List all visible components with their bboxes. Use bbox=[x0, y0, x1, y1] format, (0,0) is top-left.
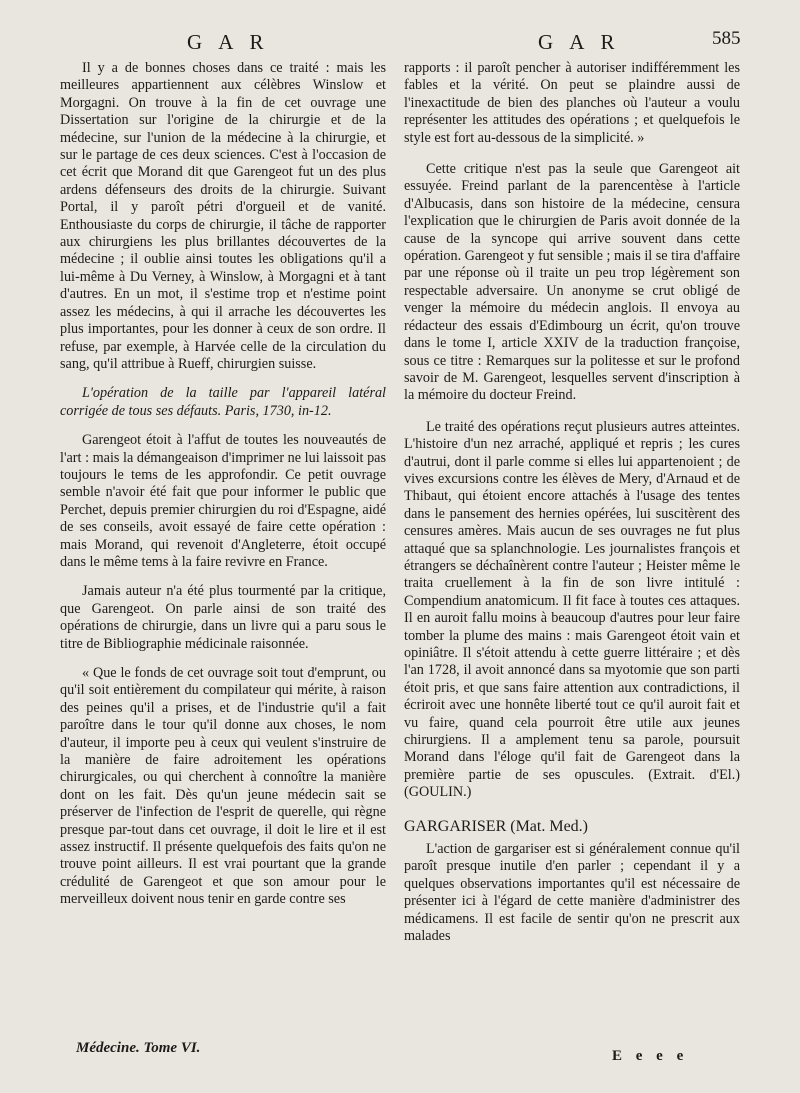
quotation-continued: rapports : il paroît pencher à autoriser indifféremment les fables et la vérité. On peut se plaindre aussi de l'inexactitude de bien des planches où l'auteur a voulu représenter les attitudes des opérations ; et quelquefois le style est fort au-dessous de la simplicité. » bbox=[404, 60, 740, 146]
page-number: 585 bbox=[712, 28, 741, 49]
right-column bbox=[404, 60, 740, 946]
running-head-left: G A R bbox=[187, 30, 270, 54]
bibliographic-title-taille: L'opération de la taille par l'appareil latéral corrigée de tous ses défauts. Paris, 1730, in-12. bbox=[60, 385, 386, 419]
paragraph-winslow: Il y a de bonnes choses dans ce traité : mais les meilleures appartiennent aux célèbres Winslow et Morgagni. On trouve à la fin de cet ouvrage une Dissertation sur l'origine de la chirurgie et de la médecine, sur l'union de la médecine à la chirurgie, et sur le partage de ces deux sciences. C'est à l'occasion de cet écrit que Morand dit que Garengeot fut un des plus ardens défenseurs des droits de la chirurgie. Suivant Portal, il y paroît pétri d'orgueil et de vanité. Enthousiaste du corps de chirurgie, il tâche de rapporter aux chirurgiens les plus brillantes découvertes de la médecine ; il oublie ainsi toutes les obligations qu'il a lui-même à Du Verney, à Winslow, à Morgagni et à tant d'autres. En un mot, il s'estime trop et n'estime point assez les médecins, à qui il arrache les découvertes les plus importantes, pour les donner à ceux de son ordre. Il refuse, par exemple, à Harvée celle de la circulation du sang, qu'il attribue à Rueff, chirurgien suisse. bbox=[60, 60, 386, 372]
paragraph-traite-operations: Le traité des opérations reçut plusieurs autres atteintes. L'histoire d'un nez arraché, appliqué et repris ; les cures d'autrui, dont il parle comme si elles lui appartenoient ; de vives excursions contre les élèves de Mery, d'Arnaud et de Thibaut, qui étoient encore attachés à l'usage des tentes dans le pansement des hernies opérées, lui suscitèrent des censures amères. Mais aucun de ses ouvrages ne fut plus attaqué que sa splanchnologie. Les journalistes françois et étrangers se déchaînèrent contre l'auteur ; Heister même le traita cruellement à la fin de son livre intitulé : Compendium anatomicum. Il fit face à toutes ces attaques. Il en auroit fallu moins à beaucoup d'autres pour leur faire tomber la plume des mains : mais Garengeot étoit vain et opiniâtre. Il s'étoit attendu à cette guerre littéraire ; et dès l'an 1728, il avoit annoncé dans sa myotomie que son parti étoit pris, et que sans faire attention aux contradictions, il écriroit avec une honnête liberté tout ce qu'il auroit fait et vu faire, quand cela pourroit être utile aux jeunes chirurgiens. Il a amplement tenu sa parole, poursuit Morand dans l'éloge qu'il fait de Garengeot dans la première partie de ses opuscules. (Extrait. d'El.) (GOULIN.) bbox=[404, 418, 740, 801]
paragraph-critique: Jamais auteur n'a été plus tourmenté par la critique, que Garengeot. On parle ainsi de son traité des opérations de chirurgie, dans un livre qui a paru sous le titre de Bibliographie médicinale raisonnée. bbox=[60, 583, 386, 652]
footer-volume: Médecine. Tome VI. bbox=[76, 1040, 201, 1056]
quotation-bibliographie: « Que le fonds de cet ouvrage soit tout d'emprunt, ou qu'il soit entièrement du compilateur qui mérite, à raison des peines qu'il a prises, et de l'industrie qu'il a fait paroître dans le tour qu'il donne aux choses, le nom d'auteur, il importe peu à ceux qui veulent s'instruire de la manière de faire adroitement les opérations chirurgicales, ou qui cherchent à connoître la manière dont on les fait. Dès qu'un jeune médecin sait se préserver de l'infection de l'esprit de querelle, qui règne presque par-tout dans cet ouvrage, il doit le lire et il est assez instructif. Il présente quelquefois des faits qu'on ne trouve point ailleurs. Il est vrai pourtant que la grande crédulité de Garengeot et que son amour pour le merveilleux doivent nous tenir en garde contre ses bbox=[60, 665, 386, 908]
left-column bbox=[60, 60, 386, 909]
footer-signature: E e e e bbox=[612, 1048, 689, 1064]
paragraph-gargariser: L'action de gargariser est si généralement connue qu'il paroît presque inutile d'en parler ; cependant il y a quelques observations importantes qu'il est nécessaire de présenter ici à l'égard de cette manière d'administrer des médicamens. Il est facile de sentir qu'on ne prescrit aux malades bbox=[404, 841, 740, 945]
running-head-right: G A R bbox=[538, 30, 621, 54]
entry-heading-gargariser: GARGARISER (Mat. Med.) bbox=[404, 817, 588, 835]
paragraph-freind: Cette critique n'est pas la seule que Garengeot ait essuyée. Freind parlant de la parencentèse à l'article d'Albucasis, dans son histoire de la médecine, censura l'explication que le chirurgien de Paris avoit donnée de la cause de la syncope qui arrive souvent dans cette opération. Garengeot y fut sensible ; mais il se tira d'affaire par une réponse où il traite un peu trop légèrement son respectable adversaire. Un anonyme se crut obligé de venger la mémoire du médecin anglois. Il envoya au rédacteur des essais d'Edimbourg un écrit, qu'on trouve dans le tome I, article XXIV de la traduction françoise, sous ce titre : Remarques sur la politesse et sur le profond savoir de M. Garengeot, lesquelles servent d'inscription à la mémoire du docteur Freind. bbox=[404, 161, 740, 404]
paragraph-affut: Garengeot étoit à l'affut de toutes les nouveautés de l'art : mais la démangeaison d'imprimer ne lui laissoit pas toujours le tems de les approfondir. Ce petit ouvrage semble n'avoir été fait que pour informer le public que Perchet, depuis premier chirurgien du roi d'Espagne, aidé de ses conseils, avoit essayé de faire cette opération : mais Morand, qui revenoit d'Angleterre, étoit occupé dans le même tems à la faire revivre en France. bbox=[60, 432, 386, 570]
